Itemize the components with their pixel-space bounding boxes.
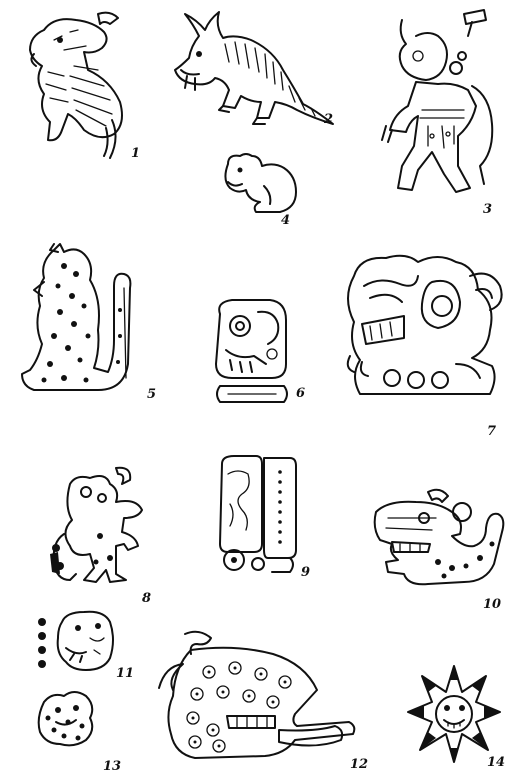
- figure-label-3: 3: [483, 202, 493, 217]
- figure-label-4: 4: [281, 213, 291, 228]
- jaguar-figure-headdress-icon: [40, 462, 158, 592]
- spotted-jaguar-seated-icon: [14, 240, 144, 400]
- figure-label-10: 10: [483, 597, 502, 612]
- star-jaguar-face-icon: [406, 662, 502, 766]
- striped-feline-crouching-icon: [165, 6, 340, 134]
- jaguar-monster-head-icon: [340, 246, 510, 418]
- day-sign-glyph-icon: [212, 454, 304, 580]
- figure-label-14: 14: [487, 755, 506, 770]
- jaguar-head-with-dots-icon: [34, 608, 120, 674]
- figure-label-2: 2: [324, 112, 334, 127]
- jaguar-rearing-icon: [14, 10, 134, 160]
- small-feline-seated-icon: [214, 150, 304, 218]
- jaguar-head-serpent-icon: [368, 488, 510, 600]
- figure-label-8: 8: [142, 591, 152, 606]
- figure-label-5: 5: [147, 387, 157, 402]
- figure-label-13: 13: [103, 759, 122, 774]
- figure-label-11: 11: [116, 666, 135, 681]
- jaguar-head-glyph-icon: [206, 294, 296, 410]
- figure-label-1: 1: [131, 146, 141, 161]
- jaguar-face-small-icon: [34, 688, 98, 750]
- spotted-jaguar-head-large-icon: [155, 630, 360, 770]
- figure-label-9: 9: [301, 565, 311, 580]
- figure-label-6: 6: [296, 386, 306, 401]
- jaguar-costumed-figure-icon: [372, 6, 512, 206]
- figure-label-12: 12: [350, 757, 369, 772]
- figure-label-7: 7: [487, 424, 497, 439]
